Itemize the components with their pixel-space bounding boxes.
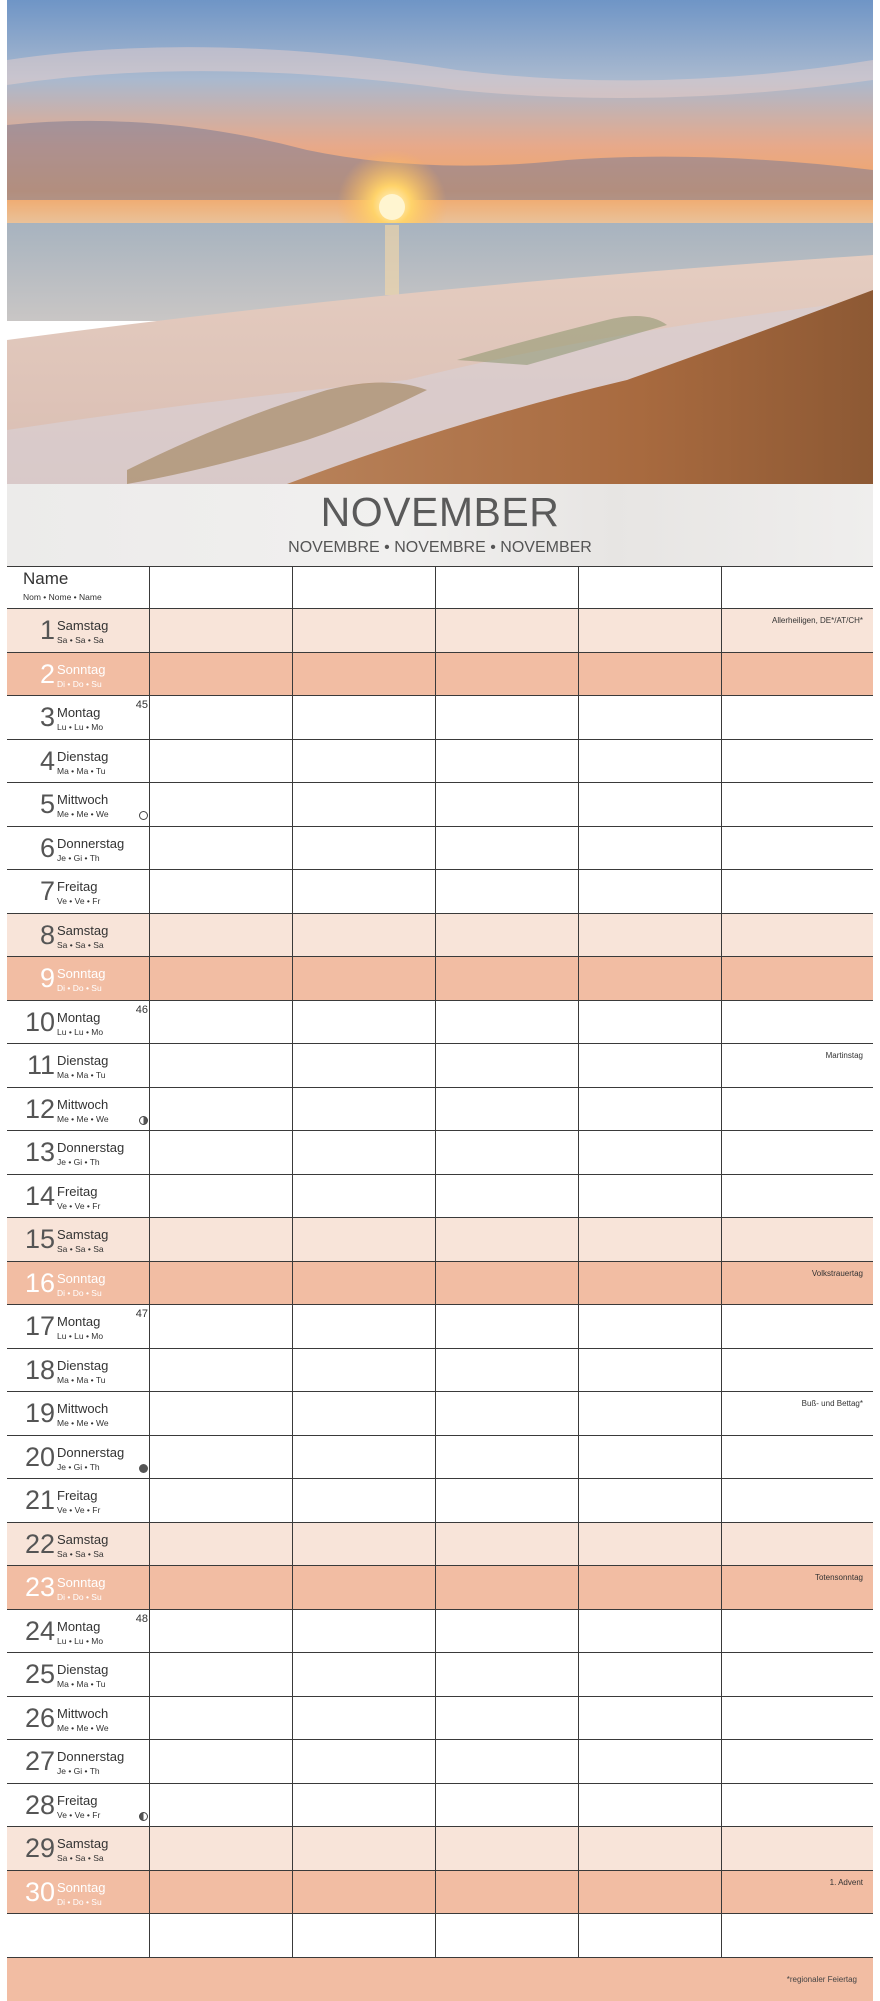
day-number: 27: [24, 1746, 55, 1776]
weekday-name: Samstag: [57, 922, 109, 938]
weekday-name: Donnerstag: [57, 1749, 125, 1764]
empty-row: [7, 1914, 873, 1958]
day-row: [7, 1349, 873, 1393]
day-cell: [7, 1653, 152, 1696]
weekday-name: Samstag: [57, 1836, 109, 1851]
day-number: 9: [39, 963, 55, 993]
weekday-name: Dienstag: [57, 1053, 109, 1068]
weekday-name: Donnerstag: [57, 835, 125, 851]
weekday-name: Montag: [57, 705, 101, 720]
weekday-name: Dienstag: [57, 748, 109, 764]
day-number: 7: [39, 876, 55, 906]
column-divider: [578, 566, 579, 1958]
name-label: Name: [23, 569, 69, 588]
weekday-name: Samstag: [57, 618, 109, 633]
day-cell: [7, 1218, 152, 1261]
weekday-name: Freitag: [57, 1488, 98, 1503]
weekday-abbreviations: Ma • Ma • Tu: [57, 1070, 106, 1080]
day-row: [7, 827, 873, 871]
week-number: 47: [135, 1308, 148, 1320]
day-cell: [7, 1436, 152, 1479]
day-number: 23: [24, 1572, 55, 1602]
day-row: [7, 1044, 873, 1088]
day-cell: [7, 1523, 152, 1566]
holiday-label: Martinstag: [825, 1051, 863, 1060]
weekday-abbreviations: Lu • Lu • Mo: [57, 1331, 104, 1341]
weekday-name: Sonntag: [57, 966, 106, 981]
name-sublabel: Nom • Nome • Name: [23, 592, 102, 602]
day-number: 8: [39, 919, 55, 950]
day-number: 30: [24, 1876, 55, 1907]
beach-sunset-photo: [7, 0, 873, 484]
day-row: [7, 1827, 873, 1871]
day-row: [7, 1653, 873, 1697]
weekday-abbreviations: Ma • Ma • Tu: [57, 1679, 106, 1689]
weekday-abbreviations: Lu • Lu • Mo: [57, 722, 104, 732]
day-number: 11: [26, 1050, 55, 1080]
day-cell: [7, 1697, 152, 1740]
day-number: 10: [24, 1006, 55, 1037]
day-row: [7, 1436, 873, 1480]
day-number: 29: [24, 1833, 55, 1863]
sunset-illustration: [7, 0, 873, 484]
day-row: [7, 1871, 873, 1915]
day-row: [7, 1001, 873, 1045]
day-row: [7, 1088, 873, 1132]
weekday-name: Sonntag: [57, 1575, 106, 1590]
day-cell: [7, 1349, 152, 1392]
holiday-label: Totensonntag: [814, 1573, 863, 1582]
weekday-abbreviations: Di • Do • Su: [57, 1287, 102, 1298]
day-row: [7, 1566, 873, 1610]
name-header-row: [7, 566, 873, 609]
day-number: 2: [39, 658, 55, 689]
weekday-name: Dienstag: [57, 1357, 109, 1373]
day-number: 12: [24, 1093, 55, 1124]
weekday-name: Sonntag: [57, 1270, 106, 1286]
weekday-abbreviations: Ve • Ve • Fr: [57, 896, 101, 906]
first-moon-icon: [139, 1116, 148, 1125]
day-row: [7, 1697, 873, 1741]
day-number: 14: [24, 1180, 55, 1211]
day-number: 18: [24, 1354, 55, 1385]
day-cell: [7, 696, 152, 739]
weekday-name: Montag: [57, 1009, 101, 1025]
weekday-abbreviations: Je • Gi • Th: [57, 1766, 100, 1776]
weekday-name: Freitag: [57, 1183, 98, 1199]
day-number: 19: [24, 1398, 55, 1428]
weekday-name: Samstag: [57, 1531, 109, 1547]
weekday-abbreviations: Di • Do • Su: [57, 678, 102, 689]
week-number: 45: [135, 699, 148, 711]
day-number: 22: [24, 1528, 55, 1559]
day-number: 6: [39, 832, 55, 863]
day-number: 21: [24, 1485, 55, 1515]
day-number: 17: [24, 1311, 55, 1341]
weekday-abbreviations: Ve • Ve • Fr: [57, 1505, 101, 1515]
day-number: 28: [24, 1789, 55, 1820]
day-number: 25: [24, 1659, 55, 1689]
day-row: [7, 1218, 873, 1262]
weekday-name: Mittwoch: [57, 1401, 109, 1416]
day-row: [7, 1784, 873, 1828]
day-row: [7, 696, 873, 740]
day-row: [7, 609, 873, 653]
day-number: 4: [39, 745, 55, 776]
day-cell: [7, 1566, 152, 1609]
day-number: 13: [24, 1137, 55, 1167]
weekday-abbreviations: Ma • Ma • Tu: [57, 1374, 106, 1385]
weekday-name: Montag: [57, 1314, 101, 1329]
weekday-name: Donnerstag: [57, 1444, 125, 1460]
weekday-abbreviations: Je • Gi • Th: [57, 852, 100, 863]
last-moon-icon: [139, 1812, 148, 1821]
day-row: [7, 783, 873, 827]
day-row: [7, 870, 873, 914]
day-row: [7, 1305, 873, 1349]
day-row: [7, 653, 873, 697]
holiday-label: 1. Advent: [829, 1877, 863, 1887]
weekday-abbreviations: Me • Me • We: [57, 1113, 109, 1124]
day-row: [7, 1740, 873, 1784]
day-cell: [7, 1088, 152, 1131]
day-cell: [7, 1305, 152, 1348]
day-cell: [7, 1871, 152, 1914]
weekday-abbreviations: Je • Gi • Th: [57, 1157, 100, 1167]
holiday-label: Allerheiligen, DE*/AT/CH*: [772, 616, 863, 625]
footer-band: [7, 1957, 873, 2001]
day-row: [7, 1131, 873, 1175]
weekday-abbreviations: Ve • Ve • Fr: [57, 1809, 101, 1820]
day-cell: [7, 1175, 152, 1218]
weekday-name: Mittwoch: [57, 792, 109, 807]
weekday-abbreviations: Sa • Sa • Sa: [57, 635, 104, 645]
day-number: 20: [24, 1441, 55, 1472]
column-divider: [292, 566, 293, 1958]
month-title: NOVEMBER: [320, 489, 560, 535]
day-cell: [7, 1392, 152, 1435]
weekday-name: Montag: [57, 1618, 101, 1634]
day-row: [7, 1262, 873, 1306]
weekday-abbreviations: Sa • Sa • Sa: [57, 1853, 104, 1863]
day-cell: [7, 1044, 152, 1087]
weekday-abbreviations: Sa • Sa • Sa: [57, 1548, 104, 1559]
day-number: 26: [24, 1702, 55, 1733]
weekday-abbreviations: Je • Gi • Th: [57, 1461, 100, 1472]
day-cell: [7, 957, 152, 1000]
weekday-name: Donnerstag: [57, 1140, 125, 1155]
month-title-band: [7, 484, 873, 566]
weekday-abbreviations: Di • Do • Su: [57, 1592, 102, 1602]
day-cell: [7, 1262, 152, 1305]
day-row: [7, 1523, 873, 1567]
holiday-label: Buß- und Bettag*: [801, 1399, 863, 1408]
weekday-abbreviations: Ve • Ve • Fr: [57, 1200, 101, 1211]
day-cell: [7, 1001, 152, 1044]
day-number: 1: [39, 615, 55, 645]
day-cell: [7, 783, 152, 826]
day-number: 15: [24, 1224, 55, 1254]
weekday-name: Freitag: [57, 1792, 98, 1808]
footnote: *regionaler Feiertag: [786, 1975, 857, 1984]
weekday-name: Samstag: [57, 1227, 109, 1242]
weekday-name: Mittwoch: [57, 1096, 109, 1112]
month-subtitle: NOVEMBRE • NOVEMBRE • NOVEMBER: [288, 539, 592, 556]
weekday-abbreviations: Me • Me • We: [57, 809, 109, 819]
weekday-abbreviations: Sa • Sa • Sa: [57, 1244, 104, 1254]
day-row: [7, 957, 873, 1001]
day-number: 5: [39, 789, 55, 819]
weekday-name: Freitag: [57, 879, 98, 894]
day-number: 3: [39, 702, 55, 732]
weekday-abbreviations: Lu • Lu • Mo: [57, 1635, 104, 1646]
day-row: [7, 914, 873, 958]
day-row: [7, 740, 873, 784]
day-cell: [7, 870, 152, 913]
column-divider: [435, 566, 436, 1958]
day-cell: [7, 1827, 152, 1870]
weekday-abbreviations: Sa • Sa • Sa: [57, 939, 104, 950]
day-row: [7, 1392, 873, 1436]
day-cell: [7, 1610, 152, 1653]
day-cell: [7, 1479, 152, 1522]
day-cell: [7, 914, 152, 957]
day-cell: [7, 1131, 152, 1174]
day-cell: [7, 609, 152, 652]
day-cell: [7, 740, 152, 783]
day-row: [7, 1175, 873, 1219]
day-row: [7, 1610, 873, 1654]
holiday-label: Volkstrauertag: [811, 1268, 863, 1278]
day-cell: [7, 1740, 152, 1783]
weekday-name: Sonntag: [57, 1879, 106, 1895]
weekday-abbreviations: Di • Do • Su: [57, 983, 102, 993]
day-number: 24: [24, 1615, 55, 1646]
weekday-name: Sonntag: [57, 661, 106, 677]
weekday-abbreviations: Di • Do • Su: [57, 1896, 102, 1907]
calendar-page: [7, 0, 873, 2001]
weekday-name: Mittwoch: [57, 1705, 109, 1721]
weekday-name: Dienstag: [57, 1662, 109, 1677]
week-number: 46: [135, 1003, 148, 1016]
day-cell: [7, 827, 152, 870]
full-moon-icon: [139, 1464, 148, 1473]
day-number: 16: [24, 1267, 55, 1298]
weekday-abbreviations: Lu • Lu • Mo: [57, 1026, 104, 1037]
weekday-abbreviations: Ma • Ma • Tu: [57, 765, 106, 776]
column-divider: [721, 566, 722, 1958]
weekday-abbreviations: Me • Me • We: [57, 1418, 109, 1428]
new-moon-icon: [139, 811, 148, 820]
weekday-abbreviations: Me • Me • We: [57, 1722, 109, 1733]
column-divider: [149, 566, 150, 1958]
week-number: 48: [135, 1612, 148, 1625]
day-cell: [7, 1784, 152, 1827]
day-cell: [7, 653, 152, 696]
day-row: [7, 1479, 873, 1523]
